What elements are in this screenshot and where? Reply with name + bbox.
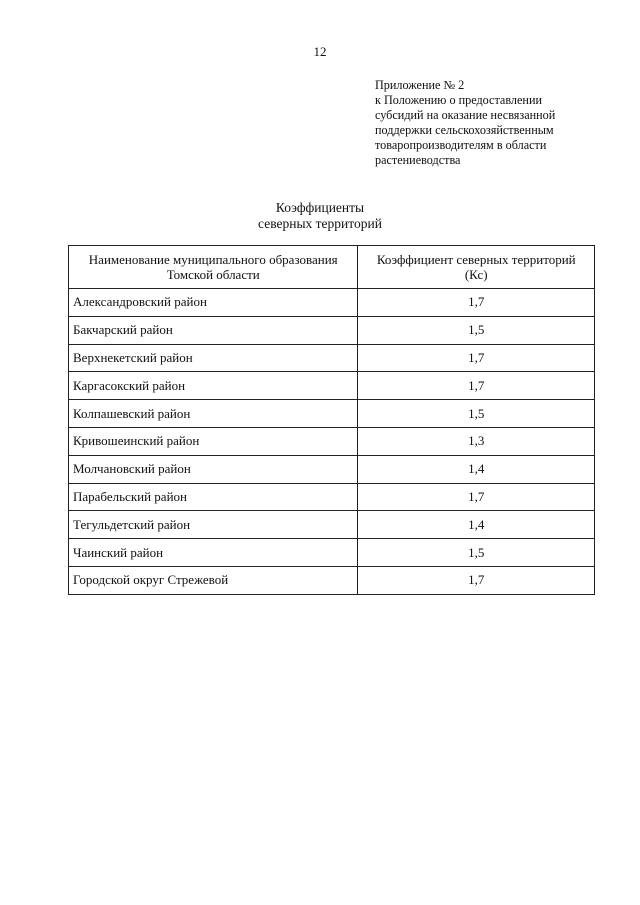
cell-municipality: Каргасокский район <box>69 372 358 400</box>
header-coefficient <box>358 246 595 289</box>
table-row <box>69 539 595 567</box>
appendix-note <box>375 78 595 168</box>
table-row <box>69 483 595 511</box>
page-number: 12 <box>313 44 327 59</box>
cell-municipality: Молчановский район <box>69 455 358 483</box>
header-coefficient-line1: Коэффициент северных территорий <box>376 252 576 267</box>
table-row <box>69 511 595 539</box>
cell-municipality: Чаинский район <box>69 539 358 567</box>
cell-coefficient: 1,7 <box>358 344 595 372</box>
table-row <box>69 400 595 428</box>
header-municipality-line1: Наименование муниципального образования <box>88 252 338 267</box>
header-municipality <box>69 246 358 289</box>
table-row <box>69 566 595 594</box>
cell-municipality: Александровский район <box>69 289 358 317</box>
appendix-line: субсидий на оказание несвязанной <box>375 108 556 122</box>
table-row <box>69 372 595 400</box>
title-line-2: северных территорий <box>258 216 382 231</box>
cell-coefficient: 1,3 <box>358 427 595 455</box>
appendix-line: товаропроизводителям в области <box>375 138 547 152</box>
table-row <box>69 316 595 344</box>
appendix-line: поддержки сельскохозяйственным <box>375 123 554 137</box>
title-line-1: Коэффициенты <box>275 200 365 215</box>
cell-municipality: Верхнекетский район <box>69 344 358 372</box>
cell-coefficient: 1,4 <box>358 455 595 483</box>
appendix-line: растениеводства <box>375 153 461 167</box>
table-row <box>69 455 595 483</box>
header-municipality-line2: Томской области <box>166 267 260 282</box>
cell-coefficient: 1,7 <box>358 372 595 400</box>
table-row <box>69 427 595 455</box>
cell-municipality: Колпашевский район <box>69 400 358 428</box>
table-row <box>69 289 595 317</box>
appendix-line: Приложение № 2 <box>375 78 465 92</box>
cell-coefficient: 1,7 <box>358 483 595 511</box>
cell-coefficient: 1,5 <box>358 539 595 567</box>
cell-municipality: Парабельский район <box>69 483 358 511</box>
header-coefficient-line2: (Кс) <box>464 267 488 282</box>
document-title <box>0 200 640 232</box>
cell-municipality: Бакчарский район <box>69 316 358 344</box>
table-header-row <box>69 246 595 289</box>
cell-coefficient: 1,5 <box>358 316 595 344</box>
cell-coefficient: 1,5 <box>358 400 595 428</box>
cell-municipality: Кривошеинский район <box>69 427 358 455</box>
cell-municipality: Тегульдетский район <box>69 511 358 539</box>
cell-coefficient: 1,7 <box>358 289 595 317</box>
cell-coefficient: 1,4 <box>358 511 595 539</box>
appendix-line: к Положению о предоставлении <box>375 93 542 107</box>
cell-coefficient: 1,7 <box>358 566 595 594</box>
coefficients-table <box>68 245 595 595</box>
table-row <box>69 344 595 372</box>
cell-municipality: Городской округ Стрежевой <box>69 566 358 594</box>
